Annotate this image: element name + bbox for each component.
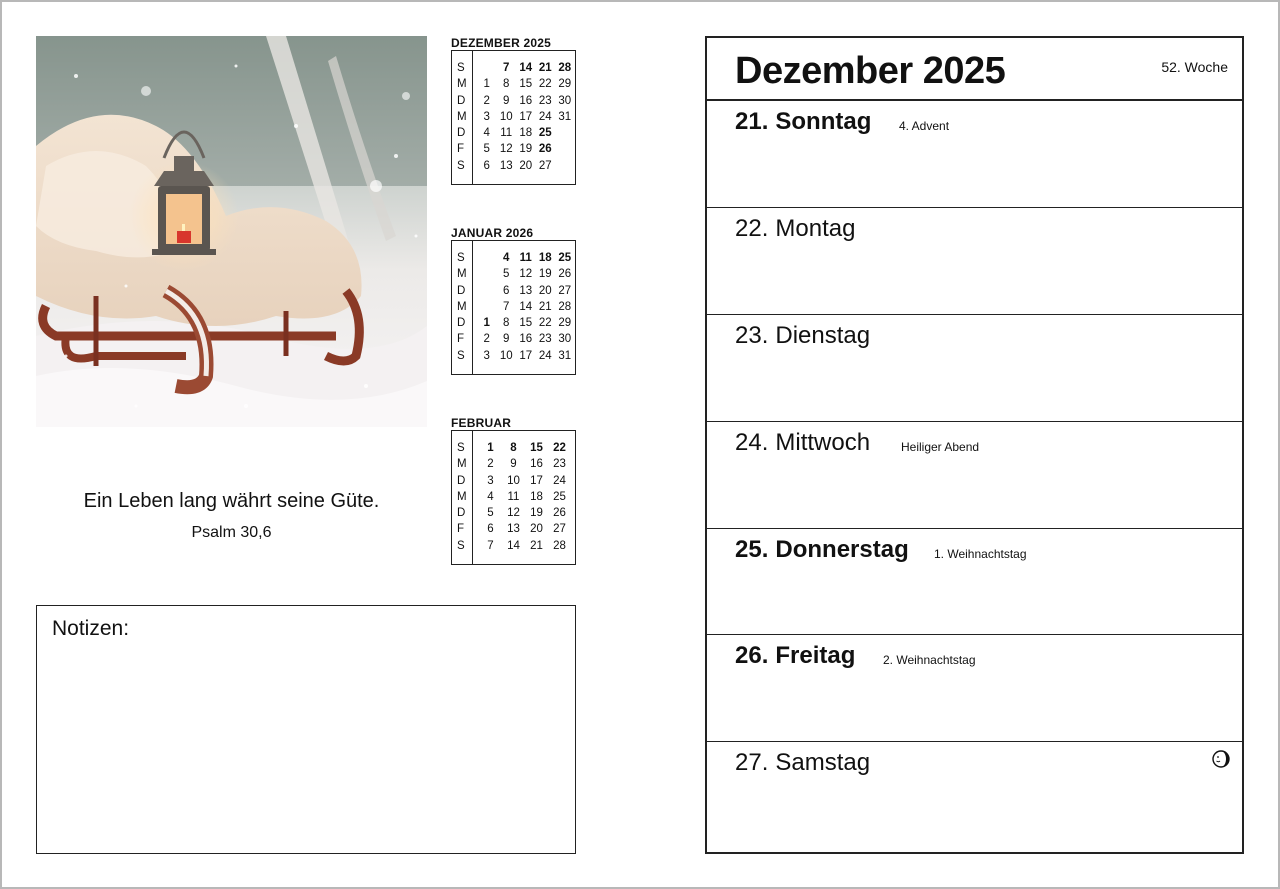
holiday-label: Heiliger Abend [901,439,980,454]
calendar-day: 25 [553,490,566,503]
calendar-day: 11 [500,127,513,140]
calendar-day: 30 [558,94,572,107]
calendar-day: 4 [483,127,490,140]
bible-quote: Ein Leben lang währt seine Güte. [83,490,380,512]
day-number: 24. [735,428,769,456]
calendar-row [477,299,575,315]
week-planner [705,36,1244,854]
calendar-day: 26 [553,507,566,520]
weekday-label: D [457,507,466,520]
weekday-label: S [457,442,465,454]
calendar-day: 18 [530,490,543,503]
calendar-row [479,521,575,537]
weekday-label: M [457,268,467,281]
weekday-name: Freitag [775,642,856,670]
holiday-label: 1. Weihnachtstag [934,546,1027,561]
day-label [735,322,870,350]
calendar-day: 15 [519,317,533,330]
weekday-label: S [457,539,465,552]
day-row-24[interactable] [707,422,1242,529]
calendar-day: 2 [487,458,494,471]
calendar-row [477,141,575,157]
calendar-row [479,473,575,489]
calendar-day: 19 [530,507,543,520]
calendar-day: 9 [510,458,517,471]
calendar-day: 23 [538,94,552,107]
notes-label: Notizen: [52,617,130,640]
weekday-name: Sonntag [775,108,872,135]
calendar-day: 20 [530,523,543,536]
mini-calendar-title: JANUAR 2026 [451,226,534,240]
calendar-row [477,250,575,266]
calendar-day: 5 [503,268,510,281]
weekday-label: S [457,62,465,74]
day-label [735,749,870,777]
day-number: 27. [735,749,769,777]
calendar-day: 15 [530,442,543,454]
calendar-day: 9 [503,333,510,346]
day-label [735,536,909,564]
weekday-label: F [457,143,465,156]
calendar-day: 21 [538,300,552,313]
calendar-day: 4 [503,252,510,264]
calendar-day [477,266,497,282]
day-label [735,642,855,670]
calendar-day: 1 [483,78,490,91]
calendar-day: 9 [503,94,510,107]
calendar-row [479,440,575,456]
calendar-day: 5 [487,507,494,520]
calendar-day: 11 [519,252,532,264]
calendar-day: 27 [558,284,572,297]
weekday-name: Donnerstag [775,535,909,563]
calendar-day: 19 [538,268,552,281]
day-number: 21. [735,108,769,135]
calendar-day: 19 [519,143,533,156]
calendar-day [477,283,497,299]
calendar-day: 17 [519,349,533,362]
calendar-day [477,250,497,266]
calendar-day: 14 [519,62,533,74]
calendar-day: 16 [519,333,533,346]
weekday-label: D [457,474,466,487]
calendar-day: 21 [530,539,543,552]
calendar-day [555,141,575,157]
day-row-27[interactable] [707,742,1242,849]
calendar-day: 7 [503,62,510,74]
calendar-day: 23 [553,458,566,471]
calendar-day: 26 [538,143,552,156]
month-title: Dezember 2025 [735,50,1006,92]
day-number: 23. [735,321,769,349]
calendar-day: 29 [558,317,572,330]
calendar-row [477,283,575,299]
calendar-day [555,125,575,141]
calendar-row [477,125,575,141]
day-row-23[interactable] [707,315,1242,422]
calendar-day: 27 [553,523,566,536]
calendar-day: 15 [519,78,533,91]
calendar-day: 6 [483,159,490,172]
calendar-day: 12 [499,143,513,156]
day-number: 22. [735,214,769,242]
week-header [707,38,1242,101]
calendar-day: 24 [553,474,566,487]
calendar-day: 25 [558,252,572,264]
calendar-day: 7 [503,300,510,313]
calendar-day: 27 [538,159,552,172]
calendar-day: 14 [507,539,520,552]
calendar-day: 3 [487,474,494,487]
calendar-day: 6 [503,284,510,297]
calendar-day: 21 [538,62,552,74]
weekday-name: Montag [775,214,856,242]
calendar-day: 13 [499,159,513,172]
weekday-label: D [457,94,466,107]
calendar-day: 3 [483,349,490,362]
calendar-day: 6 [487,523,494,536]
calendar-day: 12 [507,507,520,520]
calendar-day: 4 [487,490,494,503]
calendar-day: 31 [558,349,572,362]
weekday-label: M [457,490,467,503]
calendar-day: 8 [503,317,510,330]
weekday-name: Dienstag [775,321,871,349]
day-label [735,429,870,457]
holiday-label: 4. Advent [899,119,950,133]
calendar-day: 5 [483,143,490,156]
calendar-day: 29 [558,78,572,91]
calendar-row [477,76,575,92]
calendar-day: 18 [519,127,533,140]
calendar-day: 13 [519,284,533,297]
day-row-21[interactable] [707,101,1242,208]
calendar-row [479,538,575,554]
calendar-day: 20 [519,159,533,172]
mini-calendar-title: DEZEMBER 2025 [451,36,551,50]
weekday-label: S [457,159,465,172]
calendar-day: 10 [499,349,513,362]
calendar-row [477,266,575,282]
calendar-row [479,456,575,472]
day-row-26[interactable] [707,635,1242,742]
calendar-day [477,299,497,315]
calendar-row [479,505,575,521]
calendar-day: 14 [519,300,533,313]
calendar-day: 22 [538,78,552,91]
weekday-label: F [457,523,465,536]
calendar-day: 31 [558,110,572,123]
calendar-day: 10 [499,110,513,123]
calendar-day: 10 [507,474,520,487]
calendar-day: 2 [483,94,490,107]
calendar-day: 28 [558,62,572,74]
weekday-label: S [457,349,465,362]
calendar-day: 2 [483,333,490,346]
day-row-25[interactable] [707,529,1242,636]
calendar-day: 30 [558,333,572,346]
calendar-day: 12 [519,268,533,281]
calendar-day [555,158,575,174]
weekday-label: M [457,458,467,471]
calendar-row [477,348,575,364]
calendar-day: 22 [553,442,566,454]
calendar-day: 26 [558,268,572,281]
calendar-day: 3 [483,110,490,123]
day-number: 26. [735,642,769,670]
calendar-day: 24 [538,110,552,123]
calendar-day [477,60,497,76]
moon-phase-icon [1212,750,1230,768]
day-row-22[interactable] [707,208,1242,315]
calendar-day: 16 [519,94,533,107]
calendar-day: 11 [507,490,520,503]
calendar-day: 22 [538,317,552,330]
calendar-day: 20 [538,284,552,297]
week-number: 52. Woche [1161,59,1228,75]
weekday-label: S [457,252,465,264]
calendar-day: 28 [558,300,572,313]
weekday-label: F [457,333,465,346]
notes-box[interactable] [36,605,576,854]
calendar-day: 8 [503,78,510,91]
calendar-day: 7 [487,539,494,552]
mini-calendar-february [451,416,576,565]
weekday-name: Mittwoch [775,428,871,456]
calendar-row [479,489,575,505]
weekday-name: Samstag [775,749,871,777]
calendar-day: 18 [538,252,552,264]
calendar-day: 25 [538,127,552,140]
mini-calendar-january [451,226,576,375]
weekday-label: D [457,127,466,140]
weekday-label: D [457,284,466,297]
bible-reference: Psalm 30,6 [191,524,272,541]
weekday-label: M [457,110,467,123]
weekday-label: M [457,300,467,313]
calendar-row [477,93,575,109]
calendar-day: 17 [530,474,543,487]
calendar-row [477,315,575,331]
weekday-label: D [457,317,466,330]
day-label [735,215,855,243]
weekday-label: M [457,78,467,91]
calendar-row [477,109,575,125]
calendar-day: 28 [553,539,566,552]
winter-sled-lantern-photo [36,36,427,427]
calendar-day: 23 [538,333,552,346]
day-number: 25. [735,535,769,563]
calendar-day: 17 [519,110,533,123]
calendar-day: 8 [510,442,517,454]
calendar-day: 16 [530,458,543,471]
holiday-label: 2. Weihnachtstag [883,653,976,668]
calendar-row [477,60,575,76]
calendar-row [477,331,575,347]
calendar-day: 1 [487,442,494,454]
calendar-day: 24 [538,349,552,362]
calendar-day: 1 [483,317,490,330]
mini-calendar-december [451,36,576,185]
calendar-day: 13 [507,523,520,536]
day-label [735,108,871,136]
calendar-row [477,158,575,174]
mini-calendar-title: FEBRUAR [451,416,512,430]
